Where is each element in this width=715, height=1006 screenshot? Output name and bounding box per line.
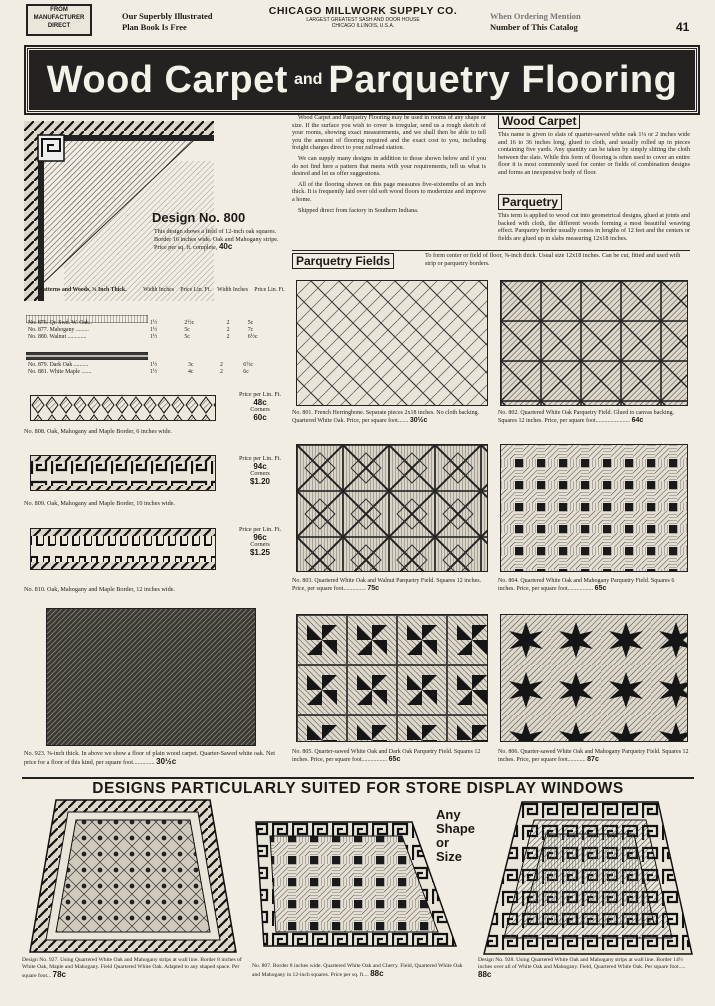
any-shape-note: [436, 808, 475, 864]
tile-806-price: 87c: [587, 756, 599, 764]
spec-header-row: [26, 287, 288, 294]
border-810-corners-value: $1.25: [249, 547, 271, 557]
border-810-corners-label: Corners: [250, 541, 270, 549]
intro-text: [292, 114, 486, 214]
design-927-text: Design No. 927. Using Quartered White Oak and Mahogany strips at wall line. Border 8 inches of White Oak, Maple and Mahogany. Field Quartered White Oak. Adapted to any shaped space. Per square foot...: [22, 957, 242, 979]
border-810-price-label: Price per Lin. Ft.: [238, 526, 282, 533]
spec-rows-a: [26, 320, 288, 340]
tile-802: [500, 280, 688, 406]
border-808-price-value: 48c: [253, 397, 267, 407]
wood-carpet-text: This name is given to slats of quarter-sawed white oak 1¼ or 2 inches wide and 16 to 36 inches long, glued to cloth, and usually rolled up in pieces containing five yards. Any quantity can be taken by simply slitting the cloth between the slats. While this form of flooring is often used to cover an entire floor it is most commonly used for center or fields of combination designs and forms an inexpensive body of floor.: [498, 131, 690, 176]
any-shape-line2: Shape: [436, 821, 476, 836]
border-809-price-value: 94c: [253, 461, 267, 471]
page-number: 41: [676, 20, 690, 34]
border-809-svg: [31, 456, 215, 490]
tile-803-label: No. 803. Quartered White Oak and Walnut Parquetry Field. Squares 12 inches. Price, per square foot...............: [292, 578, 482, 593]
spec-cell: 1½: [150, 320, 158, 326]
floor-923-text: No. 923. ⅝-inch thick. In above we show a floor of plain wood carpet. Quarter-Sawed white oak. Net price for a floor of this kind, per square foot..............: [24, 750, 275, 766]
banner-title-part2: Parquetry Flooring: [328, 58, 678, 101]
spec-cell: 4c: [187, 368, 194, 375]
tile-806-svg: [501, 615, 687, 741]
wood-carpet-box: [498, 112, 690, 177]
design-928-shape: [482, 800, 694, 956]
catalog-note: [490, 11, 581, 33]
spec-cell: No. 876. Qr. Swd. W. Oak..: [28, 320, 92, 326]
spec-row: [26, 334, 288, 341]
spec-cell: 5c: [247, 320, 254, 326]
border-809-corners-value: $1.20: [249, 476, 271, 486]
tile-803-svg: [297, 445, 487, 571]
strip-sample-1: [26, 310, 148, 318]
tile-804-price: 65c: [594, 585, 607, 593]
spec-cell: No. 877. Mahogany .........: [28, 326, 89, 333]
spec-cell: No. 881. White Maple .......: [28, 368, 92, 375]
design-928-caption: [478, 957, 692, 980]
border-809-label: No. 809. Oak, Mahogany and Maple Border, 10 inches wide.: [24, 500, 175, 507]
tile-801: [296, 280, 488, 406]
any-shape-line4: Size: [436, 849, 463, 864]
spec-row: [26, 362, 288, 369]
tile-801-label: No. 801. French Herringbone. Separate pieces 2x18 inches. No cloth backing. Quartered White Oak. Price, per square foot.......: [292, 410, 480, 425]
parquetry-fields-title: Parquetry Fields: [292, 253, 394, 269]
tile-806-label: No. 806. Quarter-sawed White Oak and Mahogany Parquetry Field. Squares 12 inches. Price, per square foot............: [498, 749, 689, 764]
spec-cell: 5c: [184, 333, 190, 340]
tile-804: [500, 444, 688, 572]
spec-cell: 3c: [187, 362, 194, 368]
spec-cell: 6c: [243, 368, 249, 375]
tile-802-caption: [498, 410, 692, 425]
design-807-shape: [252, 820, 458, 948]
tile-806: [500, 614, 688, 742]
spec-row: [26, 320, 288, 327]
spec-rows-b: [26, 362, 288, 376]
border-808-price: [232, 391, 288, 421]
badge-text: FROM MANUFACTURER DIRECT: [33, 7, 85, 29]
intro-para-1: Wood Carpet and Parquetry Flooring may be used in rooms of any shape or size. If the surface you wish to cover is irregular, send us a rough sketch of your rooms, showing exact measurements, and we shall then be able to tell you the amount of flooring required and the exact cost to you, including freight charges direct to your railroad station.: [292, 114, 486, 152]
tile-804-label: No. 804. Quartered White Oak and Mahogany Parquetry Field. Squares 6 inches. Price, per square foot.................: [498, 578, 675, 593]
design-927-price: 78c: [52, 970, 66, 979]
company-logo: [268, 5, 458, 29]
border-809-price-label: Price per Lin. Ft.: [238, 455, 282, 462]
spec-row: [26, 327, 288, 334]
tile-806-caption: [498, 749, 692, 764]
floor-923-sample: [46, 608, 256, 746]
design-928-text: Design No. 928. Using Quartered White Oak and Mahogany strips at wall line. Border 14½ inches over all of White Oak and Mahogany. Field, Quartered White Oak. Per square foot.....: [478, 957, 686, 970]
parquetry-box: [498, 193, 690, 242]
banner-title-part1: Wood Carpet: [46, 58, 288, 101]
tile-803-caption: [292, 578, 490, 593]
tile-802-label: No. 802. Quartered White Oak Parquetry Field. Glued to canvas backing. Squares 12 inches. Price, per square foot.......................: [498, 410, 675, 425]
header: [0, 0, 715, 40]
company-sub2: CHICAGO ILLINOIS, U.S.A.: [331, 23, 395, 29]
border-808-svg: [31, 396, 215, 420]
spec-cell: 7c: [247, 326, 254, 333]
tile-802-svg: [501, 281, 687, 405]
tile-805-price: 65c: [388, 756, 401, 764]
spec-cell: 2½c: [184, 320, 195, 326]
strip-sample-2: [26, 347, 148, 355]
design-807-svg: [252, 820, 458, 948]
border-810-price: [232, 526, 288, 556]
design-928-price: 88c: [478, 970, 492, 979]
border-808-corners-label: Corners: [250, 406, 270, 414]
spec-row: [26, 369, 288, 376]
spec-cell: 1½: [150, 326, 158, 333]
design-927-caption: [22, 957, 246, 980]
tile-804-caption: [498, 578, 692, 593]
tile-805-label: No. 805. Quarter-sawed White Oak and Dark Oak Parquetry Field. Squares 12 inches. Price, per square foot.................: [292, 749, 481, 764]
tile-802-price: 64c: [631, 417, 644, 425]
spec-header-price1: Price Lin. Ft.: [180, 287, 211, 293]
tile-805-svg: [297, 615, 487, 741]
floor-923-price: 30½c: [156, 756, 177, 766]
floor-923-desc: [24, 750, 280, 766]
spec-cell: 1½: [150, 362, 158, 368]
design-800-desc-text: This design shows a field of 12-inch oak squares. Border 16 inches wide. Oak and Mahogany stripe. Price per sq. ft. complete,: [154, 228, 279, 252]
company-name: CHICAGO MILLWORK SUPPLY CO.: [268, 5, 458, 17]
spec-cell: 2: [219, 362, 223, 368]
banner-title-and: and: [293, 71, 323, 88]
tile-805-caption: [292, 749, 490, 764]
border-809-corners-label: Corners: [250, 470, 270, 478]
floor-923-svg: [47, 609, 255, 745]
spec-header-width2: Width Inches: [217, 287, 248, 293]
design-807-price: 88c: [370, 969, 384, 978]
plan-book-line1: Our Superbly Illustrated: [122, 11, 213, 21]
spec-cell: 2: [226, 333, 230, 340]
design-928-svg: [482, 800, 694, 956]
spec-cell: 2: [226, 320, 230, 326]
spec-cell: 2: [219, 368, 223, 375]
border-809-sample: [30, 455, 216, 491]
company-sub1: LARGEST GREATEST SASH AND DOOR HOUSE: [306, 17, 420, 23]
any-shape-line1: Any: [436, 807, 461, 822]
tile-801-price: 30½c: [409, 417, 428, 425]
design-807-text: No. 807. Border 8 inches wide. Quartered White Oak and Cherry. Field, Quartered White Oak and Mahogany in 12-inch squares. Price per sq. ft....: [252, 963, 463, 978]
tile-805: [296, 614, 488, 742]
design-927-shape: [28, 798, 238, 954]
border-809-price: [232, 455, 288, 485]
tile-801-caption: [292, 410, 490, 425]
plan-book-note: [122, 11, 213, 33]
catalog-note-line1: When Ordering Mention: [490, 11, 581, 21]
intro-para-2: We can supply many designs in addition to those shown below and if you do not find here a pattern that meets with your requirements, tell us what is desired and let us offer suggestions.: [292, 154, 486, 178]
manufacturer-badge: [26, 4, 92, 36]
parquetry-title: Parquetry: [498, 194, 562, 210]
spec-cell: 6½c: [247, 333, 258, 340]
border-810-svg: [31, 529, 215, 569]
border-810-sample: [30, 528, 216, 570]
parquetry-text: This term is applied to wood cut into geometrical designs, glued at joints and backed with cloth, the different woods forming a most beautiful weaving effect. Parquetry border usually comes in lengths of 12 feet and the centers or fields are glued up in slabs measuring 12x18 inches.: [498, 212, 690, 242]
title-banner: [26, 47, 698, 113]
border-810-price-value: 96c: [253, 532, 267, 542]
tile-803-price: 75c: [367, 585, 380, 593]
spec-header-width1: Width Inches: [143, 287, 174, 293]
catalog-note-line2: Number of This Catalog: [490, 22, 578, 32]
tile-804-svg: [501, 445, 687, 571]
design-927-svg: [28, 798, 238, 954]
spec-cell: No. 880. Walnut .............: [28, 333, 87, 340]
spec-cell: 5c: [184, 326, 190, 333]
spec-cell: 6½c: [243, 362, 254, 368]
any-shape-line3: or: [436, 835, 449, 850]
spec-header-pattern: Patterns and Woods, ⅝ Inch Thick.: [39, 287, 127, 293]
tile-801-svg: [297, 281, 487, 405]
parquetry-fields-header: [292, 250, 690, 273]
design-800-title: Design No. 800: [152, 210, 246, 225]
spec-header-price2: Price Lin. Ft.: [254, 287, 285, 293]
border-808-label: No. 808. Oak, Mahogany and Maple Border, 6 inches wide.: [24, 428, 172, 435]
spec-cell: 1½: [150, 333, 158, 340]
strip-spec-table: [26, 287, 288, 294]
border-808-corners-value: 60c: [253, 412, 267, 422]
store-display-title: DESIGNS PARTICULARLY SUITED FOR STORE DISPLAY WINDOWS: [22, 777, 694, 798]
border-808-sample: [30, 395, 216, 421]
design-800-price: 40c: [218, 242, 233, 252]
intro-para-4: Shipped direct from factory in Southern Indiana.: [298, 206, 419, 214]
wood-carpet-title: Wood Carpet: [498, 113, 580, 129]
plan-book-line2: Plan Book Is Free: [122, 22, 187, 32]
parquetry-fields-sub: To form center or field of floor, ⅝-inch thick. Usual size 12x18 inches. Can be cut, fitted and used with strip or parquetry borders.: [425, 252, 681, 267]
border-810-label: No. 810. Oak, Mahogany and Maple Border, 12 inches wide.: [24, 586, 175, 593]
border-808-price-label: Price per Lin. Ft.: [238, 391, 282, 398]
intro-para-3: All of the flooring shown on this page measures five-sixteenths of an inch thick. It is frequently laid over old soft wood floors to modernize and improve a home.: [292, 180, 486, 203]
spec-cell: 2: [226, 326, 230, 333]
tile-803: [296, 444, 488, 572]
spec-cell: 1½: [150, 368, 158, 375]
design-807-caption: [252, 963, 468, 979]
spec-cell: No. 879. Dark Oak ..........: [28, 362, 89, 368]
design-800-desc: [154, 228, 282, 252]
